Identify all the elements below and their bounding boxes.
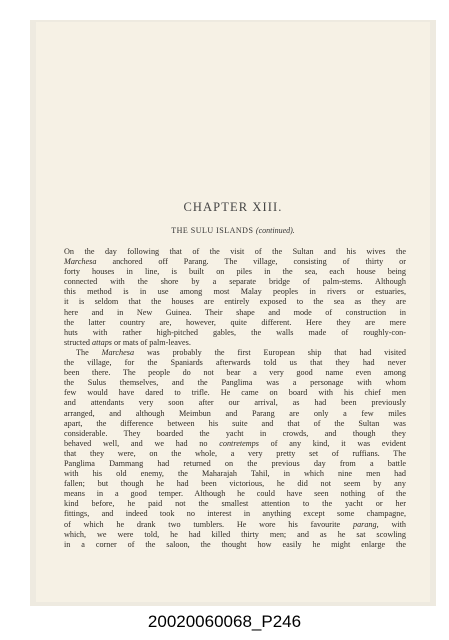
text-line: that they were, on the whole, a very pretty set of ruffians. The [64, 448, 406, 458]
text-line [64, 257, 406, 267]
text-line: the Sulus themselves, and the Panglima was a personage with whom [64, 378, 406, 388]
text-line: the latter country are, however, quite different. Here they are mere [64, 317, 406, 327]
text-line: forty houses in line, is built on piles in the sea, each house being [64, 267, 406, 277]
italic-term: Marchesa [101, 347, 135, 357]
text-run: anchored off Parang. The village, consisting of thirty or [96, 257, 406, 267]
image-id-label: 20020060068_P246 [147, 612, 302, 631]
section-title-text: THE SULU ISLANDS [171, 226, 254, 235]
text-line: arranged, and although Meimbun and Parang are only a few miles [64, 408, 406, 418]
text-line [64, 348, 406, 358]
scanned-page [30, 20, 436, 606]
text-line: the village, for the Spaniards afterwards told us that they had never [64, 358, 406, 368]
text-line [64, 338, 406, 348]
text-line: means in a good temper. Although he could have seen nothing of the [64, 489, 406, 499]
text-line: been there. The people do not bear a very good name even among [64, 368, 406, 378]
text-line: On the day following that of the visit of the Sultan and his wives the [64, 247, 406, 256]
text-line: few would have dared to trifle. He came on board with his chief men [64, 388, 406, 398]
text-line: considerable. They boarded the yacht in crowds, and though they [64, 428, 406, 438]
text-line: it is seldom that the houses are entirely exposed to the sea as they are [64, 297, 406, 307]
text-run: structed [64, 337, 92, 347]
text-line: with his old enemy, the Maharajah Tahil, in which nine men had [64, 469, 406, 479]
text-line: huts with rather high-pitched gables, the walls made of roughly-con- [64, 327, 406, 337]
text-line: fallen; but though he had been victorious, he did not seem by any [64, 479, 406, 489]
text-run: or mats of palm-leaves. [112, 337, 191, 347]
italic-term: attaps [91, 337, 112, 347]
text-line: this method is in use among most Malay peoples in rivers or estuaries, [64, 287, 406, 297]
text-run: behaved well, and we had no [64, 438, 220, 448]
text-line: kind before, he paid not the smallest attention to the yacht or her [64, 499, 406, 509]
italic-term: Marchesa [64, 257, 97, 267]
chapter-heading: CHAPTER XIII. [183, 200, 283, 214]
italic-term: parang [352, 519, 377, 529]
text-line [64, 520, 406, 530]
text-line: in a corner of the saloon, the thought how easily he might enlarge the [64, 539, 406, 549]
text-line: here and in New Guinea. Their shape and mode of construction in [64, 307, 406, 317]
text-line: which, we were told, he had killed thirty men; and as he sat scowling [64, 529, 406, 539]
text-line: connected with the shore by a separate bridge of palm-stems. Although [64, 277, 406, 287]
text-line [64, 439, 406, 449]
text-line: fittings, and indeed took no interest in anything except some champagne, [64, 509, 406, 519]
italic-term: contretemps [219, 438, 259, 448]
book-page [36, 22, 430, 602]
text-run: The [76, 347, 102, 357]
text-run: of any kind, it was evident [258, 438, 406, 448]
body-text [64, 247, 406, 550]
section-title-suffix: (continued). [255, 226, 295, 235]
text-run: , with [376, 519, 407, 529]
section-title [36, 226, 430, 235]
text-line: apart, the difference between his suite and that of the Sultan was [64, 418, 406, 428]
text-run: was probably the first European ship that had visited [134, 347, 407, 357]
text-run: of which he drank two tumblers. He wore his favourite [64, 519, 353, 529]
text-line: Panglima Dammang had returned on the previous day from a battle [64, 458, 406, 468]
text-line: and attendants very soon after our arrival, as had been previously [64, 398, 406, 408]
